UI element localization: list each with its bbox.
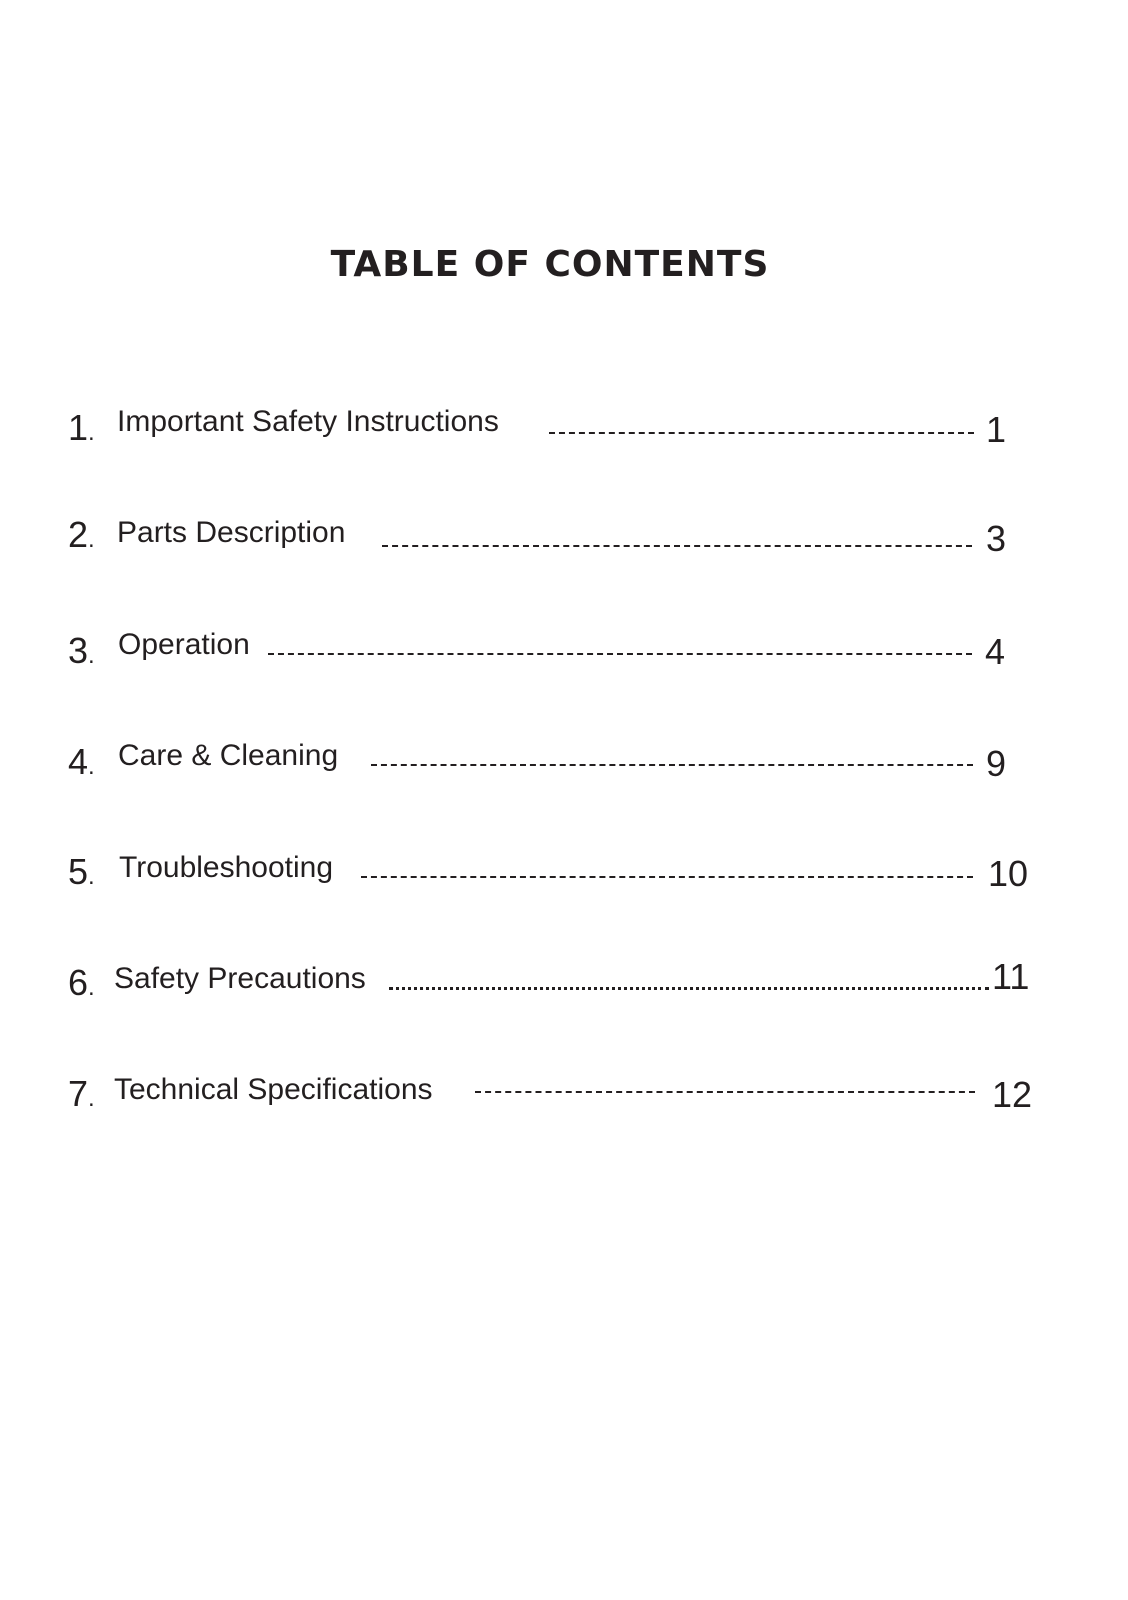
toc-entry-7[interactable] xyxy=(0,1072,1128,1132)
entry-label: Safety Precautions xyxy=(114,962,366,995)
entry-page-number: 11 xyxy=(992,956,1030,997)
entry-label: Parts Description xyxy=(117,516,346,549)
dot-leader xyxy=(371,764,973,766)
toc-entry-4[interactable] xyxy=(0,738,1128,798)
toc-entry-5[interactable] xyxy=(0,850,1128,910)
entry-page-number: 1 xyxy=(986,409,1007,450)
dot-leader xyxy=(268,653,972,655)
entry-number: 7. xyxy=(68,1073,95,1114)
entry-label: Care & Cleaning xyxy=(118,739,339,772)
entry-page-number: 12 xyxy=(992,1074,1033,1115)
entry-label: Operation xyxy=(118,628,250,661)
entry-number: 1. xyxy=(68,407,95,448)
entry-page-number: 9 xyxy=(986,743,1007,784)
entry-number: 2. xyxy=(68,514,95,555)
entry-number: 6. xyxy=(68,962,95,1003)
entry-label: Technical Specifications xyxy=(114,1073,433,1106)
entry-number: 5. xyxy=(68,851,95,892)
toc-entry-1[interactable] xyxy=(0,404,1128,464)
toc-entry-2[interactable] xyxy=(0,515,1128,575)
entry-number: 3. xyxy=(68,630,95,671)
entry-page-number: 3 xyxy=(986,518,1007,559)
page-title: TABLE OF CONTENTS xyxy=(330,244,770,285)
entry-number: 4. xyxy=(68,741,95,782)
dot-leader xyxy=(382,545,972,547)
dot-leader xyxy=(549,432,974,434)
entry-label: Important Safety Instructions xyxy=(117,405,499,438)
entry-page-number: 4 xyxy=(985,631,1006,672)
dot-leader xyxy=(361,876,973,878)
dot-leader xyxy=(475,1091,975,1093)
entry-page-number: 10 xyxy=(988,853,1029,894)
toc-entry-3[interactable] xyxy=(0,627,1128,687)
dot-leader xyxy=(389,987,989,990)
entry-label: Troubleshooting xyxy=(119,851,334,884)
toc-entry-6[interactable] xyxy=(0,956,1128,1021)
